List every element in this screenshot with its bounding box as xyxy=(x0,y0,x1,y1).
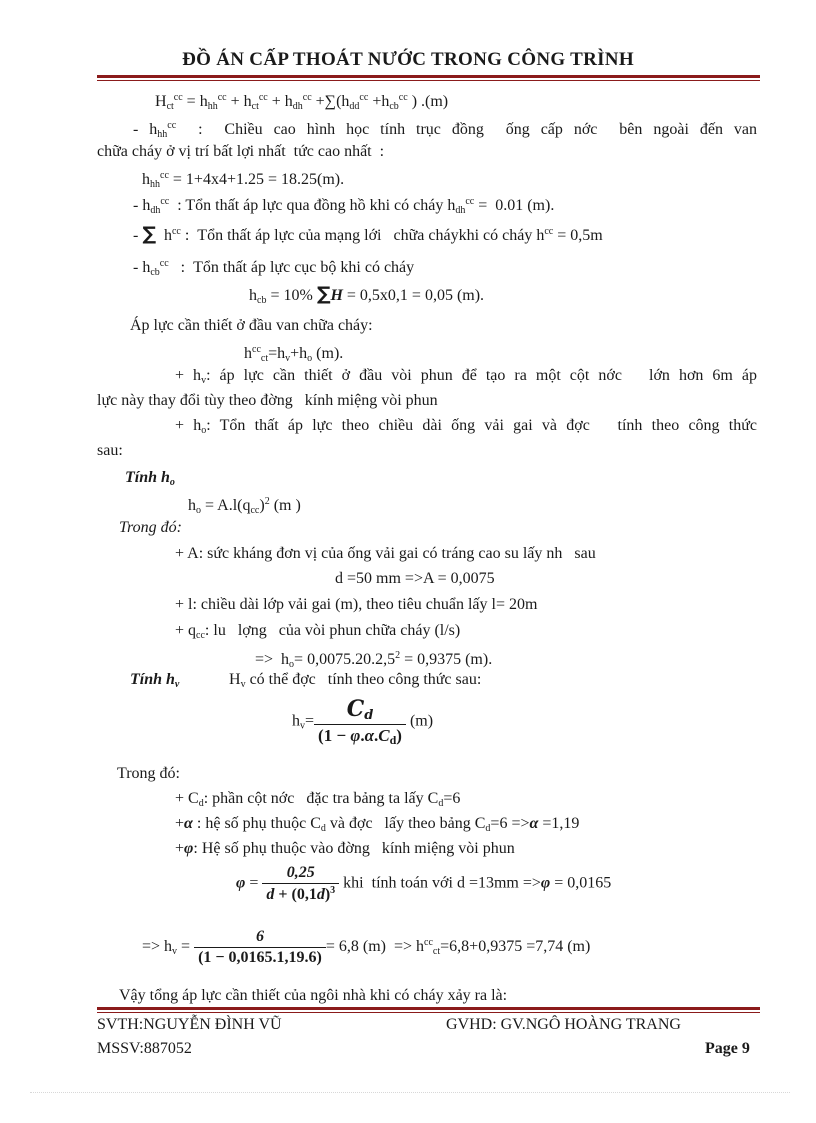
hv-result: => $h_v$ = $\frac{6}{(1 - 0,0165.1,19.6)}$ = 6,8 $(m) => h^{cc}_{ct}=6,8+0,9375 =7,74$ (m) xyxy=(142,928,591,966)
footer-advisor: GVHD: GV.NGÔ HOÀNG TRANG xyxy=(446,1016,681,1033)
hhh-value: $h_{hh}^{cc} = 1+4x4+1.25 = 18.25(m)$. xyxy=(142,170,345,190)
sum-h-definition: - ∑ $h^{cc}$ : Tổn thất áp lực của mạng lới chữa cháykhi có cháy $h^{cc} = 0,5m$ xyxy=(133,223,603,245)
trong-do-1: Trong đó: xyxy=(119,519,182,536)
heading-tinh-hv: Tính $h_v$ xyxy=(130,671,180,690)
hv-intro: $H_v$ có thể đợc tính theo công thức sau: xyxy=(229,671,482,690)
phi-formula: φ = $\frac{0,25}{d + (0,1d)^3}$ khi tính toán với d =13mm =>φ = 0,0165 xyxy=(236,864,612,903)
pressure-heading: Áp lực cần thiết ở đầu van chữa cháy: xyxy=(130,317,373,334)
phi-definition: +φ: Hệ số phụ thuộc vào đờng kính miệng vòi phun xyxy=(175,840,515,857)
a-value: d =50 mm =>A = 0,0075 xyxy=(335,570,495,587)
hv-definition-cont: lực này thay đổi tùy theo đờng kính miệng vòi phun xyxy=(97,392,438,409)
hcb-definition: - $h_{cb}^{cc}$ : Tổn thất áp lực cục bộ khi có cháy xyxy=(133,258,415,278)
footer-rule-thin xyxy=(97,1012,760,1013)
total-pressure-intro: Vậy tổng áp lực cần thiết của ngôi nhà khi có cháy xảy ra là: xyxy=(119,987,508,1004)
hv-definition: + $h_v$: áp lực cần thiết ở đầu vòi phun để tạo ra một cột nớc lớn hơn 6m áp xyxy=(175,367,758,386)
header-rule-thin xyxy=(97,80,760,81)
hhh-definition: - $h_{hh}^{cc}$ : Chiều cao hình học tính trục đồng ống cấp nớc bên ngoài đến van xyxy=(133,120,758,140)
page-header-title: ĐỒ ÁN CẤP THOÁT NƯỚC TRONG CÔNG TRÌNH xyxy=(182,49,634,70)
footer-student-id: MSSV:887052 xyxy=(97,1040,192,1057)
ho-result: => $h_o= 0,0075.20.2,5^2 = 0,9375$ (m). xyxy=(255,650,493,670)
header-rule-thick xyxy=(97,75,760,78)
page-bottom-border xyxy=(30,1092,790,1093)
ho-formula: $h_o = A.l(q_{cc})^2$ (m ) xyxy=(188,496,301,516)
trong-do-2: Trong đó: xyxy=(117,765,180,782)
l-definition: + l: chiều dài lớp vải gai (m), theo tiêu chuẩn lấy l= 20m xyxy=(175,596,538,613)
footer-student: SVTH:NGUYỄN ĐÌNH VŨ xyxy=(97,1016,282,1033)
hcb-value: $h_{cb} = 10\%$ ∑H = 0,5x0,1 = 0,05 (m). xyxy=(249,283,485,306)
footer-rule-thick xyxy=(97,1007,760,1010)
hv-formula: $h_v=$ $\frac{C_d}{(1 - \varphi.\alpha.C_d)}$ (m) xyxy=(292,696,434,747)
footer-page-number: Page 9 xyxy=(705,1040,750,1057)
ho-definition: + $h_o$: Tổn thất áp lực theo chiều dài ống vải gai và đợc tính theo công thức xyxy=(175,417,757,436)
qcc-definition: + $q_{cc}$: lu lợng của vòi phun chữa cháy (l/s) xyxy=(175,622,461,641)
hct-sum: $h^{cc}_{ct}=h_v+h_o$ (m). xyxy=(244,344,344,364)
formula-hct: $H_{ct}^{cc} = h_{hh}^{cc} + h_{ct}^{cc} + h_{dh}^{cc} +\sum(h_{dd}^{cc} +h_{cb}^{cc}$ ) .(m) xyxy=(155,92,449,112)
hdh-definition: - $h_{dh}^{cc}$ : Tổn thất áp lực qua đồng hồ khi có cháy $h_{dh}^{cc} = 0.01$ (m). xyxy=(133,196,555,216)
alpha-definition: +α : hệ số phụ thuộc $C_d$ và đợc lấy theo bảng $C_d=6 =>\alpha =1,19$ xyxy=(175,815,580,834)
ho-definition-cont: sau: xyxy=(97,442,123,459)
hhh-definition-cont: chữa cháy ở vị trí bất lợi nhất tức cao nhất : xyxy=(97,143,385,160)
cd-definition: + $C_d$: phần cột nớc đặc tra bảng ta lấy $C_d=6$ xyxy=(175,790,461,809)
heading-tinh-ho: Tính $h_o$ xyxy=(125,469,175,488)
a-definition: + A: sức kháng đơn vị của ống vải gai có tráng cao su lấy nh sau xyxy=(175,545,596,562)
